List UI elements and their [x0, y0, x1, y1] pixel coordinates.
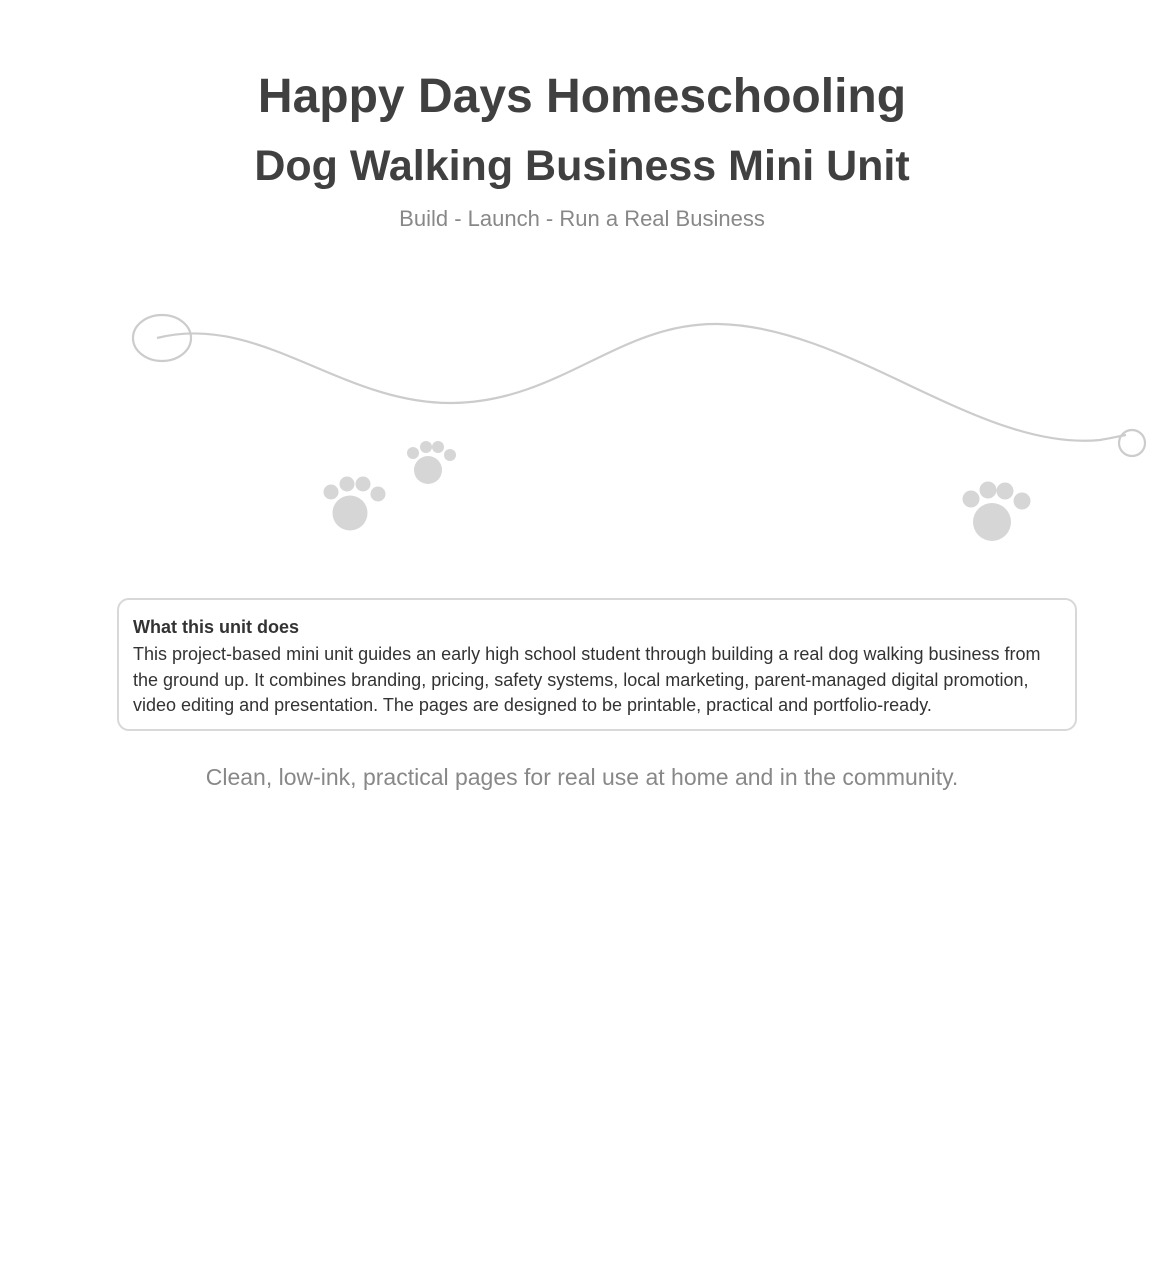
- leash-and-paws-illustration: [0, 300, 1164, 560]
- leash-clip-ring: [1119, 430, 1145, 456]
- leash-handle-loop: [133, 315, 191, 361]
- summary-text: This project-based mini unit guides an early high school student through building a real dog walking business from the ground up. It combines branding, pricing, safety systems, local marketing, parent-managed digital promotion, video editing and presentation. The pages are designed to be printable, practical and portfolio-ready.: [133, 644, 1041, 715]
- leash-line: [157, 324, 1126, 441]
- paw-print-icon: [324, 477, 386, 531]
- paw-print-icon: [963, 482, 1031, 542]
- page-title: Happy Days Homeschooling: [257, 70, 907, 123]
- paw-print-icon: [407, 441, 456, 484]
- leash-icon: [133, 315, 1145, 456]
- summary-heading: What this unit does: [133, 617, 299, 637]
- unit-summary-box: [117, 598, 1077, 731]
- footer-note: Clean, low-ink, practical pages for real use at home and in the community.: [205, 764, 959, 790]
- tagline: Build - Launch - Run a Real Business: [399, 206, 765, 231]
- unit-title: Dog Walking Business Mini Unit: [254, 142, 910, 190]
